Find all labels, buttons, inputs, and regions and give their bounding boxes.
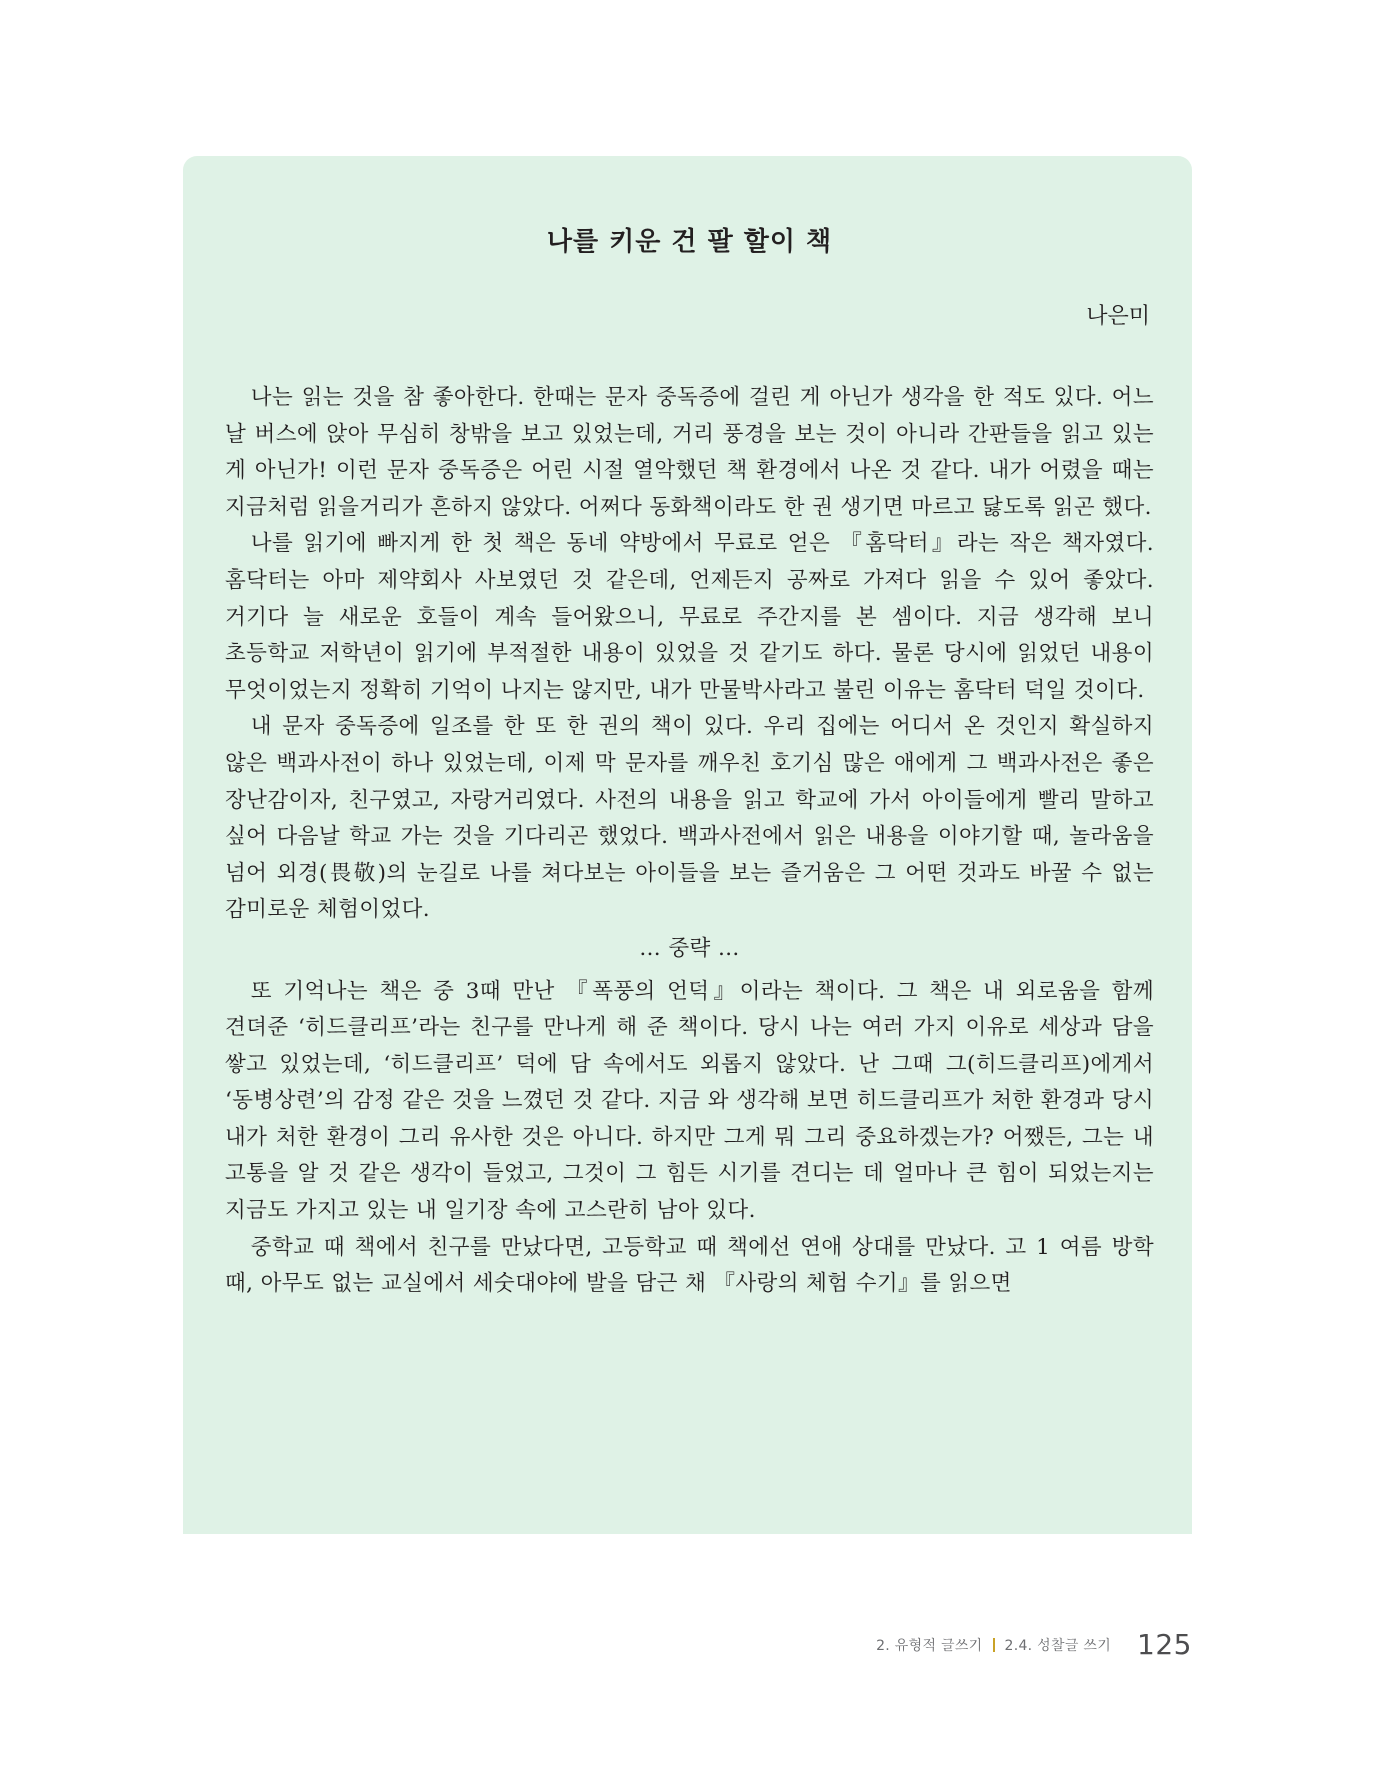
footer-section: 2.4. 성찰글 쓰기 (1004, 1637, 1112, 1654)
footer-chapter: 2. 유형적 글쓰기 (876, 1637, 983, 1654)
omission-marker: … 중략 … (639, 935, 740, 961)
paragraph: 나를 읽기에 빠지게 한 첫 책은 동네 약방에서 무료로 얻은 『홈닥터』라는 작은 책자였다. 홈닥터는 아마 제약회사 사보였던 것 같은데, 언제든지 공짜로 가져다 읽을 수 있어 좋았다. 거기다 늘 새로운 호들이 계속 들어왔으니, 무료로 주간지를 본 셈이다. 지금 생각해 보니 초등학교 저학년이 읽기에 부적절한 내용이 있었을 것 같기도 하다. 물론 당시에 읽었던 내용이 무엇이었는지 정확히 기억이 나지는 않지만, 내가 만물박사라고 불린 이유는 홈닥터 덕일 것이다. (225, 531, 1154, 703)
page-footer (876, 1628, 1192, 1661)
paragraph: 중학교 때 책에서 친구를 만났다면, 고등학교 때 책에선 연애 상대를 만났다. 고 1 여름 방학 때, 아무도 없는 교실에서 세숫대야에 발을 담근 채 『사랑의 체험 수기』를 읽으면 (225, 1234, 1154, 1297)
footer-separator (993, 1638, 995, 1652)
paragraph: 나는 읽는 것을 참 좋아한다. 한때는 문자 중독증에 걸린 게 아닌가 생각을 한 적도 있다. 어느 날 버스에 앉아 무심히 창밖을 보고 있었는데, 거리 풍경을 보는 것이 아니라 간판들을 읽고 있는 게 아닌가! 이런 문자 중독증은 어린 시절 열악했던 책 환경에서 나온 것 같다. 내가 어렸을 때는 지금처럼 읽을거리가 흔하지 않았다. 어쩌다 동화책이라도 한 권 생기면 마르고 닳도록 읽곤 했다. (225, 385, 1154, 520)
paragraph: 내 문자 중독증에 일조를 한 또 한 권의 책이 있다. 우리 집에는 어디서 온 것인지 확실하지 않은 백과사전이 하나 있었는데, 이제 막 문자를 깨우친 호기심 많은 애에게 그 백과사전은 좋은 장난감이자, 친구였고, 자랑거리였다. 사전의 내용을 읽고 학교에 가서 아이들에게 빨리 말하고 싶어 다음날 학교 가는 것을 기다리곤 했었다. 백과사전에서 읽은 내용을 이야기할 때, 놀라움을 넘어 외경(畏敬)의 눈길로 나를 쳐다보는 아이들을 보는 즐거움은 그 어떤 것과도 바꿀 수 없는 감미로운 체험이었다. (225, 714, 1154, 923)
paragraph: 또 기억나는 책은 중 3때 만난 『폭풍의 언덕』이라는 책이다. 그 책은 내 외로움을 함께 견뎌준 ‘히드클리프’라는 친구를 만나게 해 준 책이다. 당시 나는 여러 가지 이유로 세상과 담을 쌓고 있었는데, ‘히드클리프’ 덕에 담 속에서도 외롭지 않았다. 난 그때 그(히드클리프)에게서 ‘동병상련’의 감정 같은 것을 느꼈던 것 같다. 지금 와 생각해 보면 히드클리프가 처한 환경과 당시 내가 처한 환경이 그리 유사한 것은 아니다. 하지만 그게 뭐 그리 중요하겠는가? 어쨌든, 그는 내 고통을 알 것 같은 생각이 들었고, 그것이 그 힘든 시기를 견디는 데 얼마나 큰 힘이 되었는지는 지금도 가지고 있는 내 일기장 속에 고스란히 남아 있다. (225, 978, 1154, 1224)
essay-author: 나은미 (1086, 304, 1150, 329)
essay-title: 나를 키운 건 팔 할이 책 (546, 227, 833, 257)
page-number: 125 (1137, 1628, 1192, 1661)
essay-body (225, 380, 1154, 1303)
essay-box (183, 156, 1192, 1534)
